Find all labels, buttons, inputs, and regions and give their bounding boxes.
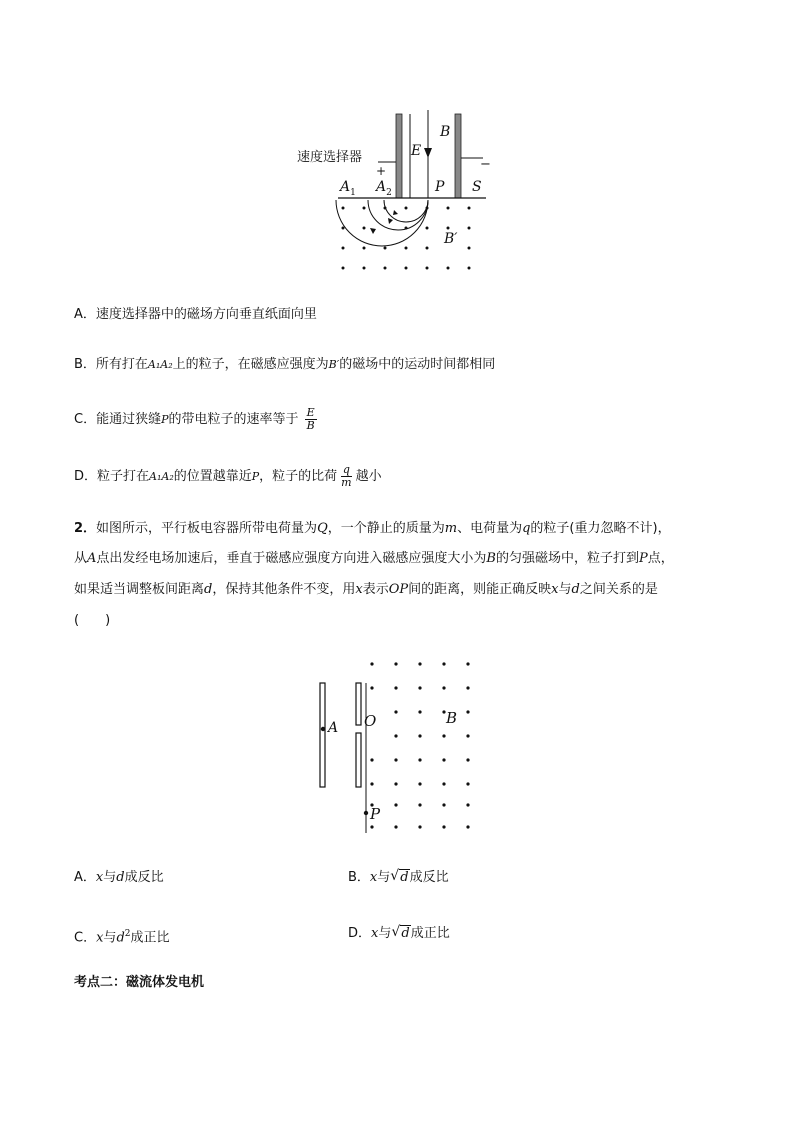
sqrt-d: √ d: [390, 868, 409, 888]
q2-stem-line-3: 如果适当调整板间距离d，保持其他条件不变，用x表示OP间的距离，则能正确反映x与d之间关系的是: [74, 582, 658, 597]
magnetic-field-dots: [370, 662, 469, 828]
fig2-label-o: O: [364, 712, 377, 730]
fig2-label-a: A: [328, 720, 339, 736]
q2-option-b: B．x与√ d成反比: [348, 868, 449, 888]
q2-stem-line-2: 从A点出发经电场加速后，垂直于磁感应强度方向进入磁感应强度大小为B的匀强磁场中，粒子打到P点，: [74, 551, 674, 566]
plate-o-lower: [356, 733, 361, 787]
label-A1: $A_1$: [340, 179, 356, 198]
label-S: S: [472, 179, 482, 195]
figure-velocity-selector: [290, 108, 500, 280]
figure-capacitor-field: [312, 655, 482, 837]
fig2-label-b: B: [446, 709, 458, 727]
label-plus: +: [376, 164, 387, 178]
label-minus: −: [480, 157, 491, 172]
q1-option-a: A．速度选择器中的磁场方向垂直纸面向里: [74, 307, 317, 322]
plate-a: [320, 683, 325, 787]
fraction-q-over-m: $\frac{q}{m}$: [341, 463, 352, 489]
q2-stem-line-1: 2．如图所示，平行板电容器所带电荷量为Q，一个静止的质量为m、电荷量为q的粒子(重力忽略不计)，: [74, 521, 671, 536]
left-plate: [396, 114, 402, 198]
point-a: [321, 727, 325, 731]
sqrt-d: √ d: [391, 924, 410, 944]
q1-option-c: C．能通过狭缝P的带电粒子的速率等于 $\frac{E}{B}$: [74, 406, 315, 432]
right-plate: [455, 114, 461, 198]
fraction-e-over-b: $\frac{E}{B}$: [306, 406, 315, 432]
q1-option-b: B．所有打在A₁A₂上的粒子，在磁感应强度为B′的磁场中的运动时间都相同: [74, 357, 496, 372]
fig2-label-p: P: [370, 805, 381, 823]
point-p: [364, 811, 368, 815]
section-heading: 考点二：磁流体发电机: [74, 975, 205, 990]
q2-answer-blank: ( ): [74, 613, 111, 628]
q2-option-c: C．x与$d^2$成正比: [74, 929, 170, 946]
label-B-prime: B′: [444, 231, 458, 247]
field-arrow-icon: [424, 148, 432, 158]
label-B: B: [440, 124, 451, 140]
label-P: P: [435, 179, 445, 195]
q2-option-a: A．x与d成反比: [74, 870, 164, 885]
plate-o-upper: [356, 683, 361, 725]
label-velocity-selector: 速度选择器: [297, 150, 363, 165]
q2-option-d: D．x与√ d成正比: [348, 924, 450, 944]
label-A2: $A_2$: [376, 179, 392, 198]
q1-option-d: D．粒子打在A₁A₂的位置越靠近P，粒子的比荷 $\frac{q}{m}$ 越小: [74, 463, 382, 489]
label-E: E: [411, 143, 422, 159]
